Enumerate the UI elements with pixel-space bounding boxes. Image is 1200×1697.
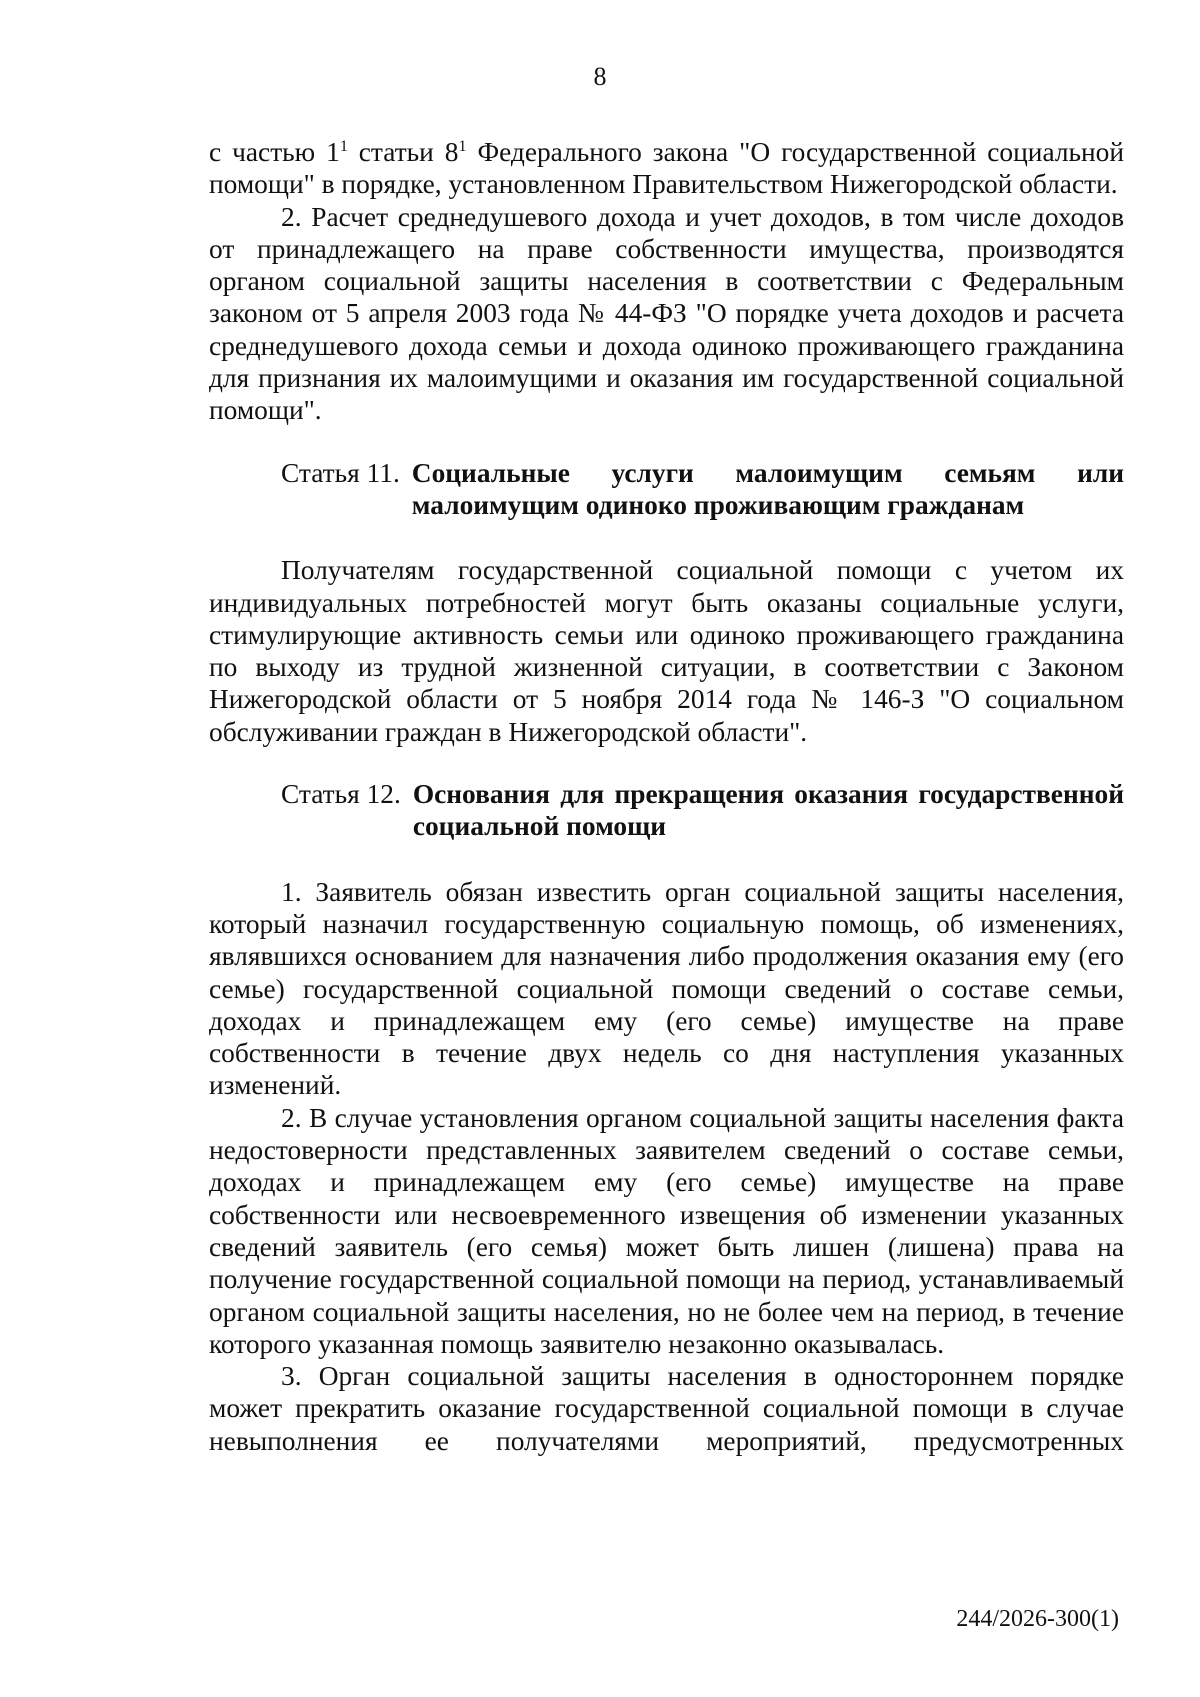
article-12-title: Основания для прекращения оказания государственной социальной помощи bbox=[412, 779, 1124, 842]
article-12-label: Статья 12. bbox=[281, 779, 401, 810]
document-body bbox=[209, 136, 1124, 1457]
article-12-heading bbox=[209, 778, 1124, 843]
paragraph-continuation: с частью $1^1$ статьи $8^1$ Федерального закона "О государственной социальной помощи" в порядке, установленном Правительством Нижегородской области. bbox=[209, 137, 1125, 200]
document-code: 244/2026-300(1) bbox=[956, 1606, 1119, 1632]
article-12-item-1: 1. Заявитель обязан известить орган социальной защиты населения, который назначил государственную социальную помощь, об изменениях, являвшихся основанием для назначения либо продолжения оказания ему (его семье) государственной социальной помощи сведений о составе семьи, доходах и принадлежащем ему (его семье) имуществе на праве собственности в течение двух недель со дня наступления указанных изменений. bbox=[209, 876, 1124, 1101]
article-11-heading bbox=[209, 457, 1124, 522]
article-11-text: Получателям государственной социальной помощи с учетом их индивидуальных потребностей могут быть оказаны социальные услуги, стимулирующие активность семьи или одиноко проживающего гражданина по выходу из трудной жизненной ситуации, в соответствии с Законом Нижегородской области от 5 ноября 2014 года № 146-З "О социальном обслуживании граждан в Нижегородской области". bbox=[209, 555, 1124, 747]
paragraph-income-calculation: 2. Расчет среднедушевого дохода и учет доходов, в том числе доходов от принадлежащего на праве собственности имущества, производятся органом социальной защиты населения в соответствии с Федеральным законом от 5 апреля 2003 года № 44-ФЗ "О порядке учета доходов и расчета среднедушевого дохода семьи и дохода одиноко проживающего гражданина для признания их малоимущими и оказания им государственной социальной помощи". bbox=[209, 201, 1124, 426]
article-11-title: Социальные услуги малоимущим семьям или малоимущим одиноко проживающим гражданам bbox=[411, 457, 1124, 520]
article-11-label: Статья 11. bbox=[281, 457, 400, 488]
page-number: 8 bbox=[593, 62, 607, 91]
article-12-item-3: 3. Орган социальной защиты населения в одностороннем порядке может прекратить оказание государственной социальной помощи в случае невыполнения ее получателями мероприятий, предусмотренных bbox=[209, 1361, 1124, 1456]
article-12-item-2: 2. В случае установления органом социальной защиты населения факта недостоверности представленных заявителем сведений о составе семьи, доходах и принадлежащем ему (его семье) имуществе на праве собственности или несвоевременного извещения об изменении указанных сведений заявитель (его семья) может быть лишен (лишена) права на получение государственной социальной помощи на период, устанавливаемый органом социальной защиты населения, но не более чем на период, в течение которого указанная помощь заявителю незаконно оказывалась. bbox=[209, 1102, 1124, 1359]
